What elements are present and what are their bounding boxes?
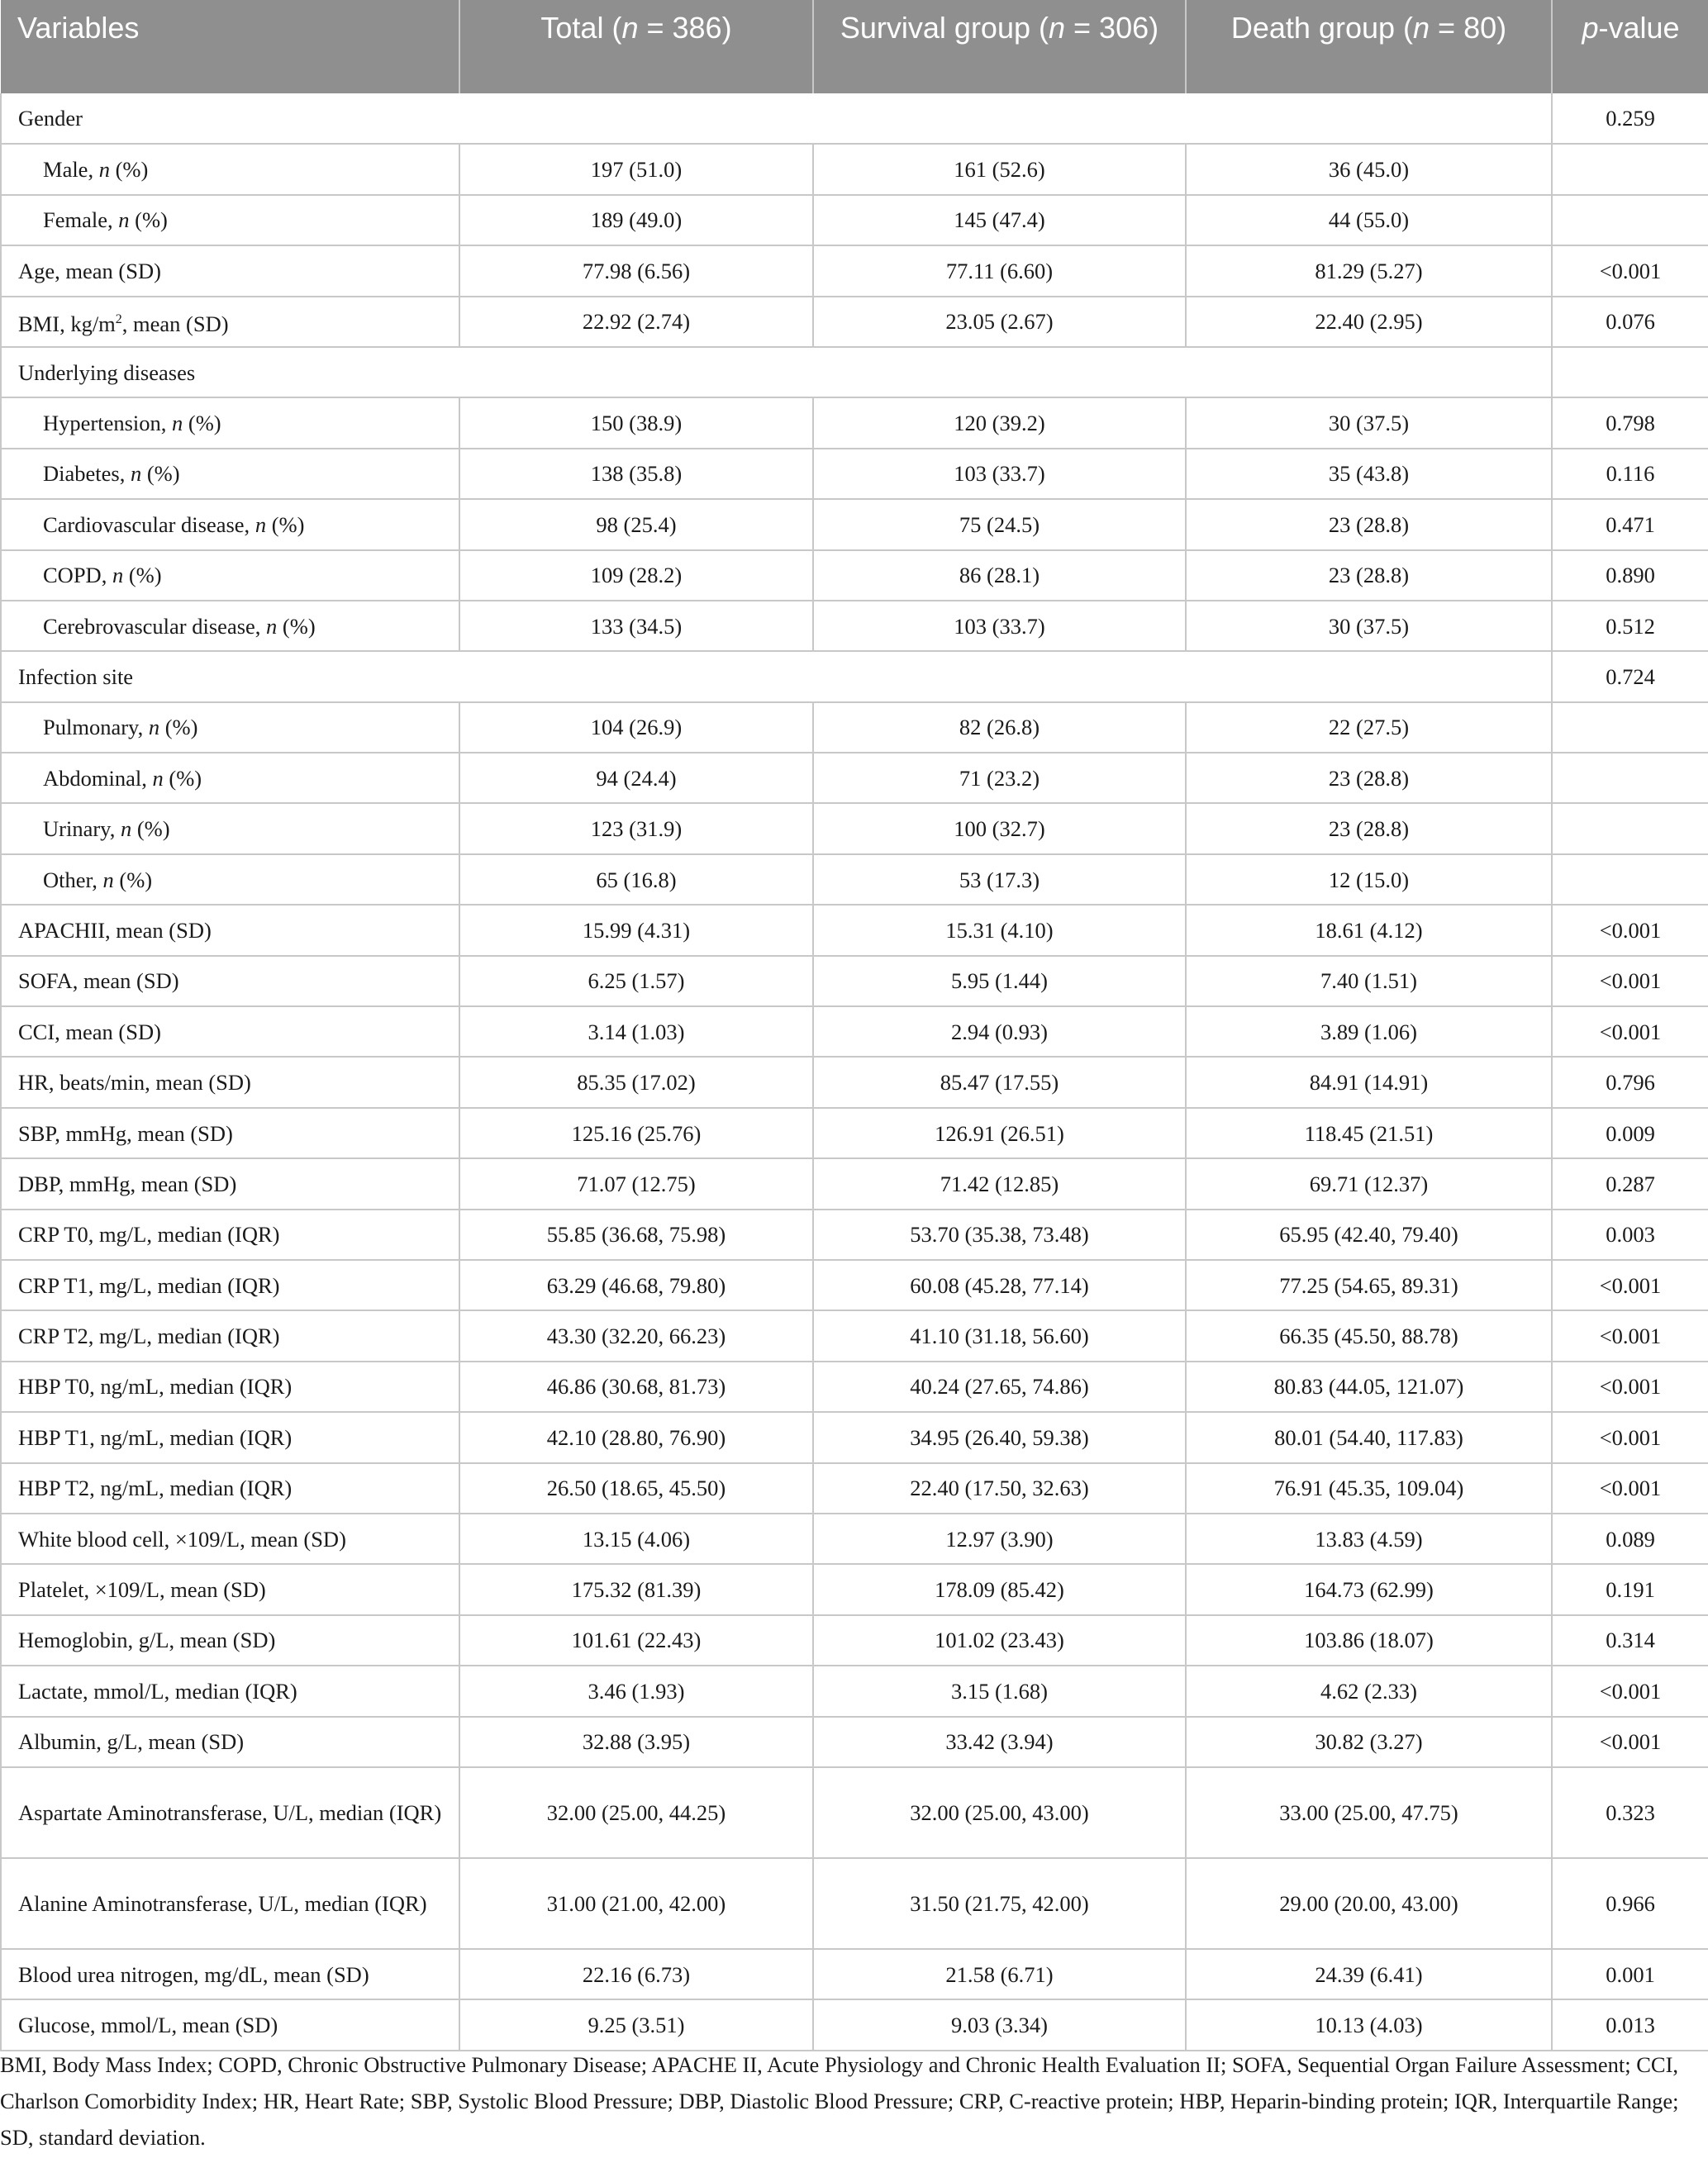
cell-p-value: 0.003 — [1552, 1210, 1708, 1260]
cell-death-group: 12 (15.0) — [1186, 854, 1552, 905]
cell-p-value: 0.314 — [1552, 1615, 1708, 1666]
table-row — [1, 1717, 1708, 1767]
cell-death-group: 77.25 (54.65, 89.31) — [1186, 1260, 1552, 1310]
cell-total: 32.88 (3.95) — [459, 1717, 813, 1767]
row-label: Platelet, ×109/L, mean (SD) — [1, 1564, 459, 1614]
cell-survival-group: 85.47 (17.55) — [813, 1057, 1186, 1107]
cell-p-value: 0.796 — [1552, 1057, 1708, 1107]
table-row — [1, 651, 1708, 701]
cell-death-group: 24.39 (6.41) — [1186, 1949, 1552, 1999]
cell-death-group: 13.83 (4.59) — [1186, 1514, 1552, 1564]
cell-p-value: 0.116 — [1552, 449, 1708, 499]
row-label: Age, mean (SD) — [1, 245, 459, 296]
cell-p-value: 0.471 — [1552, 499, 1708, 549]
cell-p-value: <0.001 — [1552, 1717, 1708, 1767]
cell-p-value: 0.890 — [1552, 550, 1708, 601]
table-row — [1, 753, 1708, 803]
row-label: BMI, $kg/m^2$, mean (SD) — [1, 297, 459, 347]
cell-total: 3.14 (1.03) — [459, 1006, 813, 1057]
cell-survival-group: 31.50 (21.75, 42.00) — [813, 1858, 1186, 1949]
cell-survival-group: 145 (47.4) — [813, 195, 1186, 245]
cell-total: 101.61 (22.43) — [459, 1615, 813, 1666]
cell-survival-group: 161 (52.6) — [813, 144, 1186, 194]
table-row — [1, 1666, 1708, 1716]
cell-survival-group: 22.40 (17.50, 32.63) — [813, 1463, 1186, 1514]
row-label: DBP, mmHg, mean (SD) — [1, 1158, 459, 1209]
cell-total: 42.10 (28.80, 76.90) — [459, 1412, 813, 1462]
cell-p-value: 0.076 — [1552, 297, 1708, 347]
row-label: APACHII, mean (SD) — [1, 905, 459, 955]
cell-survival-group: 21.58 (6.71) — [813, 1949, 1186, 1999]
cell-p-value: 0.287 — [1552, 1158, 1708, 1209]
cell-death-group: 35 (43.8) — [1186, 449, 1552, 499]
cell-death-group: 3.89 (1.06) — [1186, 1006, 1552, 1057]
cell-survival-group: 2.94 (0.93) — [813, 1006, 1186, 1057]
cell-p-value — [1552, 803, 1708, 853]
column-header-survival-group: Survival group (n = 306) — [813, 0, 1186, 93]
cell-survival-group: 53 (17.3) — [813, 854, 1186, 905]
cell-total: 123 (31.9) — [459, 803, 813, 853]
table-footnote: BMI, Body Mass Index; COPD, Chronic Obstructive Pulmonary Disease; APACHE II, Acute Physiology and Chronic Health Evaluation II; SOFA, Sequential Organ Failure Assessment; CCI, Charlson Comorbidity Index; HR, Heart Rate; SBP, Systolic Blood Pressure; DBP, Diastolic Blood Pressure; CRP, C-reactive protein; HBP, Heparin-binding protein; IQR, Interquartile Range; SD, standard deviation. — [0, 2052, 1679, 2150]
row-label: Hemoglobin, g/L, mean (SD) — [1, 1615, 459, 1666]
cell-survival-group: 126.91 (26.51) — [813, 1108, 1186, 1158]
table-row — [1, 1615, 1708, 1666]
cell-death-group: 23 (28.8) — [1186, 550, 1552, 601]
row-label: Abdominal, n (%) — [1, 753, 459, 803]
table-row — [1, 854, 1708, 905]
cell-p-value: <0.001 — [1552, 245, 1708, 296]
cell-total: 31.00 (21.00, 42.00) — [459, 1858, 813, 1949]
row-label: HR, beats/min, mean (SD) — [1, 1057, 459, 1107]
column-header-variables: Variables — [1, 0, 459, 93]
row-label: Underlying diseases — [1, 347, 1552, 397]
row-label: CRP T1, mg/L, median (IQR) — [1, 1260, 459, 1310]
row-label: Diabetes, n (%) — [1, 449, 459, 499]
row-label: Gender — [1, 93, 1552, 144]
cell-death-group: 81.29 (5.27) — [1186, 245, 1552, 296]
cell-survival-group: 60.08 (45.28, 77.14) — [813, 1260, 1186, 1310]
header-row — [1, 0, 1708, 93]
cell-total: 22.92 (2.74) — [459, 297, 813, 347]
table-header — [1, 0, 1708, 93]
cell-total: 138 (35.8) — [459, 449, 813, 499]
table-row — [1, 245, 1708, 296]
cell-p-value: <0.001 — [1552, 1310, 1708, 1361]
cell-death-group: 30 (37.5) — [1186, 601, 1552, 651]
table-row — [1, 702, 1708, 753]
cell-total: 85.35 (17.02) — [459, 1057, 813, 1107]
cell-death-group: 23 (28.8) — [1186, 499, 1552, 549]
cell-p-value: 0.009 — [1552, 1108, 1708, 1158]
cell-death-group: 4.62 (2.33) — [1186, 1666, 1552, 1716]
table-row — [1, 1514, 1708, 1564]
row-label: Lactate, mmol/L, median (IQR) — [1, 1666, 459, 1716]
cell-death-group: 23 (28.8) — [1186, 753, 1552, 803]
table-row — [1, 449, 1708, 499]
cell-death-group: 76.91 (45.35, 109.04) — [1186, 1463, 1552, 1514]
cell-p-value: <0.001 — [1552, 1260, 1708, 1310]
cell-total: 46.86 (30.68, 81.73) — [459, 1362, 813, 1412]
row-label: Glucose, mmol/L, mean (SD) — [1, 1999, 459, 2050]
row-label: CCI, mean (SD) — [1, 1006, 459, 1057]
cell-total: 55.85 (36.68, 75.98) — [459, 1210, 813, 1260]
table-row — [1, 1260, 1708, 1310]
table-row — [1, 1057, 1708, 1107]
cell-death-group: 22 (27.5) — [1186, 702, 1552, 753]
row-label: HBP T0, ng/mL, median (IQR) — [1, 1362, 459, 1412]
cell-death-group: 69.71 (12.37) — [1186, 1158, 1552, 1209]
table-row — [1, 550, 1708, 601]
row-label: Alanine Aminotransferase, U/L, median (IQR) — [1, 1858, 459, 1949]
cell-survival-group: 100 (32.7) — [813, 803, 1186, 853]
cell-total: 197 (51.0) — [459, 144, 813, 194]
row-label: COPD, n (%) — [1, 550, 459, 601]
row-label: HBP T2, ng/mL, median (IQR) — [1, 1463, 459, 1514]
cell-death-group: 7.40 (1.51) — [1186, 956, 1552, 1006]
cell-survival-group: 71 (23.2) — [813, 753, 1186, 803]
table-row — [1, 1999, 1708, 2050]
cell-survival-group: 178.09 (85.42) — [813, 1564, 1186, 1614]
table-body — [1, 93, 1708, 2051]
row-label: Urinary, n (%) — [1, 803, 459, 853]
table-row — [1, 1949, 1708, 1999]
row-label: CRP T2, mg/L, median (IQR) — [1, 1310, 459, 1361]
cell-total: 133 (34.5) — [459, 601, 813, 651]
cell-total: 15.99 (4.31) — [459, 905, 813, 955]
table-row — [1, 397, 1708, 448]
table-row — [1, 1108, 1708, 1158]
row-label: CRP T0, mg/L, median (IQR) — [1, 1210, 459, 1260]
cell-total: 109 (28.2) — [459, 550, 813, 601]
table-row — [1, 803, 1708, 853]
cell-death-group: 66.35 (45.50, 88.78) — [1186, 1310, 1552, 1361]
table-row — [1, 1463, 1708, 1514]
cell-survival-group: 23.05 (2.67) — [813, 297, 1186, 347]
cell-survival-group: 120 (39.2) — [813, 397, 1186, 448]
cell-death-group: 80.83 (44.05, 121.07) — [1186, 1362, 1552, 1412]
cell-total: 125.16 (25.76) — [459, 1108, 813, 1158]
table-row — [1, 144, 1708, 194]
cell-survival-group: 33.42 (3.94) — [813, 1717, 1186, 1767]
table-row — [1, 1310, 1708, 1361]
cell-death-group: 10.13 (4.03) — [1186, 1999, 1552, 2050]
cell-total: 98 (25.4) — [459, 499, 813, 549]
row-label: HBP T1, ng/mL, median (IQR) — [1, 1412, 459, 1462]
row-label: Infection site — [1, 651, 1552, 701]
cell-death-group: 29.00 (20.00, 43.00) — [1186, 1858, 1552, 1949]
row-label: SOFA, mean (SD) — [1, 956, 459, 1006]
table-row — [1, 93, 1708, 144]
cell-death-group: 65.95 (42.40, 79.40) — [1186, 1210, 1552, 1260]
cell-p-value — [1552, 702, 1708, 753]
row-label: Blood urea nitrogen, mg/dL, mean (SD) — [1, 1949, 459, 1999]
cell-total: 22.16 (6.73) — [459, 1949, 813, 1999]
cell-total: 6.25 (1.57) — [459, 956, 813, 1006]
cell-death-group: 164.73 (62.99) — [1186, 1564, 1552, 1614]
cell-p-value: 0.089 — [1552, 1514, 1708, 1564]
table-row — [1, 499, 1708, 549]
table-row — [1, 1158, 1708, 1209]
row-label: Pulmonary, n (%) — [1, 702, 459, 753]
cell-total: 32.00 (25.00, 44.25) — [459, 1767, 813, 1858]
cell-death-group: 103.86 (18.07) — [1186, 1615, 1552, 1666]
cell-survival-group: 9.03 (3.34) — [813, 1999, 1186, 2050]
cell-p-value: 0.724 — [1552, 651, 1708, 701]
cell-survival-group: 86 (28.1) — [813, 550, 1186, 601]
cell-p-value: <0.001 — [1552, 1412, 1708, 1462]
table-row — [1, 1006, 1708, 1057]
column-header-p-value: p-value — [1552, 0, 1708, 93]
cell-death-group: 84.91 (14.91) — [1186, 1057, 1552, 1107]
cell-p-value: 0.966 — [1552, 1858, 1708, 1949]
cell-survival-group: 3.15 (1.68) — [813, 1666, 1186, 1716]
cell-total: 13.15 (4.06) — [459, 1514, 813, 1564]
cell-death-group: 36 (45.0) — [1186, 144, 1552, 194]
row-label: Cerebrovascular disease, n (%) — [1, 601, 459, 651]
cell-survival-group: 77.11 (6.60) — [813, 245, 1186, 296]
cell-survival-group: 103 (33.7) — [813, 449, 1186, 499]
table-row — [1, 905, 1708, 955]
cell-survival-group: 5.95 (1.44) — [813, 956, 1186, 1006]
column-header-total: Total (n = 386) — [459, 0, 813, 93]
cell-total: 3.46 (1.93) — [459, 1666, 813, 1716]
cell-death-group: 18.61 (4.12) — [1186, 905, 1552, 955]
cell-total: 150 (38.9) — [459, 397, 813, 448]
cell-death-group: 44 (55.0) — [1186, 195, 1552, 245]
cell-survival-group: 12.97 (3.90) — [813, 1514, 1186, 1564]
cell-survival-group: 32.00 (25.00, 43.00) — [813, 1767, 1186, 1858]
cell-p-value — [1552, 854, 1708, 905]
cell-death-group: 30.82 (3.27) — [1186, 1717, 1552, 1767]
cell-survival-group: 53.70 (35.38, 73.48) — [813, 1210, 1186, 1260]
cell-p-value: 0.798 — [1552, 397, 1708, 448]
table-row — [1, 1210, 1708, 1260]
row-label: Other, n (%) — [1, 854, 459, 905]
cell-p-value: <0.001 — [1552, 1362, 1708, 1412]
row-label: Female, n (%) — [1, 195, 459, 245]
cell-total: 175.32 (81.39) — [459, 1564, 813, 1614]
table-row — [1, 1362, 1708, 1412]
cell-death-group: 80.01 (54.40, 117.83) — [1186, 1412, 1552, 1462]
table-row — [1, 601, 1708, 651]
cell-death-group: 118.45 (21.51) — [1186, 1108, 1552, 1158]
cell-death-group: 33.00 (25.00, 47.75) — [1186, 1767, 1552, 1858]
cell-p-value — [1552, 195, 1708, 245]
cell-p-value: <0.001 — [1552, 905, 1708, 955]
cell-death-group: 22.40 (2.95) — [1186, 297, 1552, 347]
cell-p-value — [1552, 144, 1708, 194]
row-label: Hypertension, n (%) — [1, 397, 459, 448]
cell-p-value: 0.323 — [1552, 1767, 1708, 1858]
cell-p-value: <0.001 — [1552, 1006, 1708, 1057]
table-row — [1, 1564, 1708, 1614]
cell-survival-group: 15.31 (4.10) — [813, 905, 1186, 955]
cell-total: 9.25 (3.51) — [459, 1999, 813, 2050]
cell-survival-group: 103 (33.7) — [813, 601, 1186, 651]
cell-total: 65 (16.8) — [459, 854, 813, 905]
cell-survival-group: 71.42 (12.85) — [813, 1158, 1186, 1209]
cell-p-value — [1552, 753, 1708, 803]
cell-p-value: 0.001 — [1552, 1949, 1708, 1999]
table-row — [1, 956, 1708, 1006]
cell-survival-group: 101.02 (23.43) — [813, 1615, 1186, 1666]
cell-p-value: 0.512 — [1552, 601, 1708, 651]
table-row — [1, 347, 1708, 397]
column-header-death-group: Death group (n = 80) — [1186, 0, 1552, 93]
row-label: White blood cell, ×109/L, mean (SD) — [1, 1514, 459, 1564]
cell-p-value: 0.013 — [1552, 1999, 1708, 2050]
cell-total: 77.98 (6.56) — [459, 245, 813, 296]
cell-total: 189 (49.0) — [459, 195, 813, 245]
table-row — [1, 1767, 1708, 1858]
cell-p-value — [1552, 347, 1708, 397]
cell-survival-group: 34.95 (26.40, 59.38) — [813, 1412, 1186, 1462]
cell-total: 26.50 (18.65, 45.50) — [459, 1463, 813, 1514]
table-row — [1, 297, 1708, 347]
cell-survival-group: 75 (24.5) — [813, 499, 1186, 549]
cell-total: 63.29 (46.68, 79.80) — [459, 1260, 813, 1310]
cell-p-value: <0.001 — [1552, 956, 1708, 1006]
row-label: Cardiovascular disease, n (%) — [1, 499, 459, 549]
cell-survival-group: 82 (26.8) — [813, 702, 1186, 753]
cell-total: 71.07 (12.75) — [459, 1158, 813, 1209]
cell-total: 94 (24.4) — [459, 753, 813, 803]
cell-p-value: 0.259 — [1552, 93, 1708, 144]
row-label: Albumin, g/L, mean (SD) — [1, 1717, 459, 1767]
cell-total: 43.30 (32.20, 66.23) — [459, 1310, 813, 1361]
cell-p-value: <0.001 — [1552, 1666, 1708, 1716]
cell-survival-group: 40.24 (27.65, 74.86) — [813, 1362, 1186, 1412]
cell-total: 104 (26.9) — [459, 702, 813, 753]
row-label: Male, n (%) — [1, 144, 459, 194]
row-label: Aspartate Aminotransferase, U/L, median (IQR) — [1, 1767, 459, 1858]
table-row — [1, 1412, 1708, 1462]
cell-survival-group: 41.10 (31.18, 56.60) — [813, 1310, 1186, 1361]
cell-p-value: 0.191 — [1552, 1564, 1708, 1614]
table-row — [1, 195, 1708, 245]
cell-death-group: 30 (37.5) — [1186, 397, 1552, 448]
cell-p-value: <0.001 — [1552, 1463, 1708, 1514]
cell-death-group: 23 (28.8) — [1186, 803, 1552, 853]
table-row — [1, 1858, 1708, 1949]
row-label: SBP, mmHg, mean (SD) — [1, 1108, 459, 1158]
